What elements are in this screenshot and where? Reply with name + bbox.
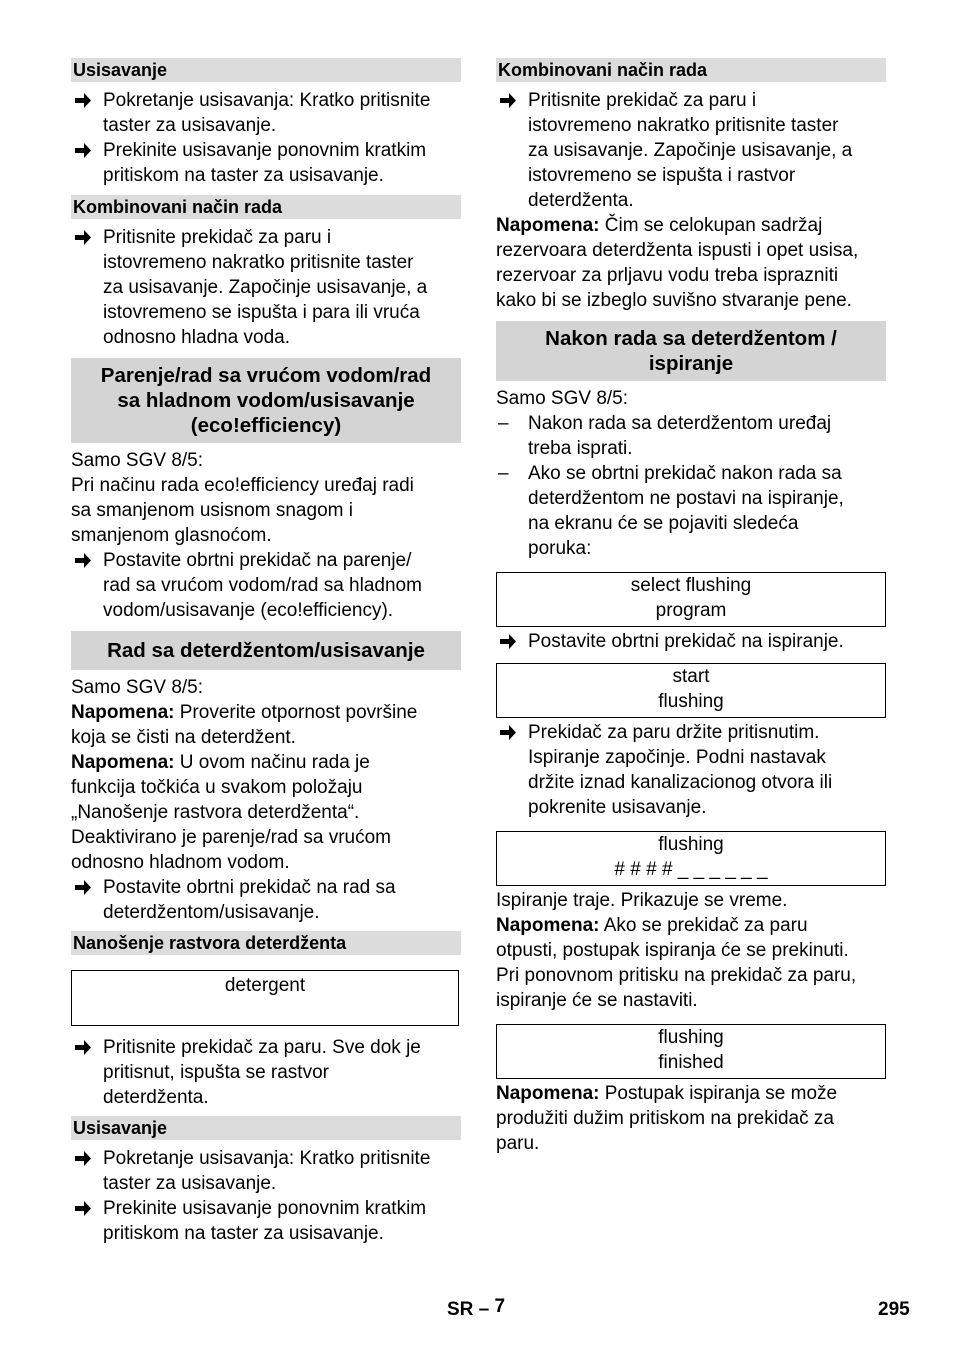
separator: –: [473, 1299, 495, 1320]
note: [496, 913, 886, 938]
display-text: detergent: [224, 975, 306, 996]
note-text: rezervoar za prljavu vodu treba isprazniti: [496, 265, 839, 286]
display-text: flushing: [658, 691, 724, 712]
list-item-line: pritisnut, ispušta se rastvor: [103, 1062, 329, 1083]
note-text: ispiranje će se nastaviti.: [496, 990, 698, 1011]
display-text: finished: [658, 1052, 724, 1073]
paragraph: Samo SGV 8/5:: [496, 388, 629, 409]
display-message-box: [496, 831, 886, 886]
display-text: flushing: [658, 834, 724, 855]
list-item-line: držite iznad kanalizacionog otvora ili: [528, 772, 833, 793]
note-label: Napomena:: [496, 915, 600, 936]
section-heading-rad-det: Rad sa deterdžentom/usisavanje: [71, 631, 461, 670]
note-text: otpusti, postupak ispiranja će se prekinuti.: [496, 940, 849, 961]
list-item-line: Ispiranje započinje. Podni nastavak: [528, 747, 826, 768]
note-text: kako bi se izbeglo suvišno stvaranje pene.: [496, 290, 852, 311]
arrow-right-icon: [73, 1196, 93, 1221]
note-text: U ovom načinu rada je: [174, 752, 370, 773]
display-message-box: [496, 1024, 886, 1079]
list-item: [71, 138, 461, 188]
list-item: [71, 1035, 461, 1110]
arrow-right-icon: [498, 629, 518, 654]
note-label: Napomena:: [71, 702, 175, 723]
list-item-line: Pritisnite prekidač za paru. Sve dok je: [103, 1037, 421, 1058]
list-item-line: odnosno hladna voda.: [103, 327, 290, 348]
note-text: funkcija točkića u svakom položaju: [71, 777, 363, 798]
heading-line: (eco!efficiency): [190, 414, 342, 437]
display-text: start: [672, 666, 710, 687]
arrow-right-icon: [73, 225, 93, 250]
list-item-line: pritiskom na taster za usisavanje.: [103, 165, 384, 186]
list-item-line: za usisavanje. Započinje usisavanje, a: [528, 140, 853, 161]
list-item-line: Prekinite usisavanje ponovnim kratkim: [103, 1198, 427, 1219]
display-text: flushing: [658, 1027, 724, 1048]
local-page-number: 7: [494, 1296, 506, 1317]
heading-line: sa hladnom vodom/usisavanje: [117, 389, 415, 412]
arrow-right-icon: [73, 88, 93, 113]
arrow-right-icon: [498, 88, 518, 113]
list-item-line: Pokretanje usisavanja: Kratko pritisnite: [103, 1148, 431, 1169]
section-heading-kombinovani: Kombinovani način rada: [496, 58, 886, 82]
display-message-box: [71, 970, 459, 1026]
note-text: rezervoara deterdženta ispusti i opet usisa,: [496, 240, 859, 261]
dash-bullet: –: [498, 413, 509, 434]
note: [71, 750, 461, 775]
arrow-right-icon: [73, 138, 93, 163]
paragraph: sa smanjenom usisnom snagom i: [71, 500, 353, 521]
note-text: Postupak ispiranja se može: [599, 1083, 838, 1104]
list-item-line: istovremeno se ispušta i para ili vruća: [103, 302, 420, 323]
note-label: Napomena:: [496, 215, 600, 236]
section-heading-nakon: [496, 321, 886, 381]
note: [496, 1081, 886, 1106]
paragraph: Samo SGV 8/5:: [71, 450, 204, 471]
arrow-right-icon: [73, 875, 93, 900]
list-item-line: vodom/usisavanje (eco!efficiency).: [103, 600, 394, 621]
list-item-line: Ako se obrtni prekidač nakon rada sa: [528, 463, 842, 484]
right-column: [496, 58, 886, 1156]
list-item-line: deterdžentom ne postavi na ispiranje,: [528, 488, 844, 509]
list-item-line: taster za usisavanje.: [103, 1173, 277, 1194]
page-footer-section: [447, 1297, 505, 1322]
list-item-line: pokrenite usisavanje.: [528, 797, 707, 818]
arrow-right-icon: [73, 1146, 93, 1171]
list-item: [71, 1146, 461, 1196]
list-item-line: Pritisnite prekidač za paru i: [103, 227, 332, 248]
dash-item: [496, 411, 886, 461]
list-item-line: poruka:: [528, 538, 592, 559]
note: [496, 213, 886, 238]
list-item: [496, 629, 886, 654]
display-text: program: [655, 600, 727, 621]
note-text: Pri ponovnom pritisku na prekidač za paru,: [496, 965, 857, 986]
note-text: Proverite otpornost površine: [174, 702, 418, 723]
list-item: [496, 720, 886, 820]
list-item-line: pritiskom na taster za usisavanje.: [103, 1223, 384, 1244]
note-text: produžiti dužim pritiskom na prekidač za: [496, 1108, 834, 1129]
section-heading-parenje: [71, 358, 461, 443]
heading-line: Parenje/rad sa vrućom vodom/rad: [100, 364, 432, 387]
list-item-line: istovremeno nakratko pritisnite taster: [103, 252, 414, 273]
list-item-line: Pokretanje usisavanja: Kratko pritisnite: [103, 90, 431, 111]
dash-bullet: –: [498, 463, 509, 484]
note-text: Čim se celokupan sadržaj: [599, 215, 823, 236]
list-item-line: Postavite obrtni prekidač na rad sa: [103, 877, 396, 898]
note-text: „Nanošenje rastvora deterdženta“.: [71, 802, 360, 823]
list-item: [71, 548, 461, 623]
list-item-line: istovremeno nakratko pritisnite taster: [528, 115, 839, 136]
paragraph: smanjenom glasnoćom.: [71, 525, 272, 546]
list-item-line: za usisavanje. Započinje usisavanje, a: [103, 277, 428, 298]
note: [71, 700, 461, 725]
list-item-line: deterdženta.: [528, 190, 634, 211]
section-heading-kombinovani: Kombinovani način rada: [71, 195, 461, 219]
dash-item: [496, 461, 886, 561]
paragraph: Pri načinu rada eco!efficiency uređaj radi: [71, 475, 414, 496]
arrow-right-icon: [498, 720, 518, 745]
list-item-line: deterdženta.: [103, 1087, 209, 1108]
list-item-line: rad sa vrućom vodom/rad sa hladnom: [103, 575, 422, 596]
note-text: Deaktivirano je parenje/rad sa vrućom: [71, 827, 391, 848]
display-text: select flushing: [630, 575, 752, 596]
list-item: [496, 88, 886, 213]
note-text: koja se čisti na deterdžent.: [71, 727, 296, 748]
arrow-right-icon: [73, 1035, 93, 1060]
note-label: Napomena:: [496, 1083, 600, 1104]
list-item: [71, 875, 461, 925]
list-item-line: Nakon rada sa deterdžentom uređaj: [528, 413, 832, 434]
section-heading-usisavanje: Usisavanje: [71, 1116, 461, 1140]
list-item-line: Postavite obrtni prekidač na ispiranje.: [528, 631, 844, 652]
list-item-line: na ekranu će se pojaviti sledeća: [528, 513, 799, 534]
list-item-line: Prekidač za paru držite pritisnutim.: [528, 722, 820, 743]
heading-line: Nakon rada sa deterdžentom /: [545, 327, 837, 350]
display-text: # # # # _ _ _ _ _ _: [614, 859, 768, 880]
note-text: odnosno hladnom vodom.: [71, 852, 290, 873]
section-heading-usisavanje: Usisavanje: [71, 58, 461, 82]
list-item-line: treba isprati.: [528, 438, 633, 459]
list-item-line: taster za usisavanje.: [103, 115, 277, 136]
list-item: [71, 88, 461, 138]
list-item-line: Postavite obrtni prekidač na parenje/: [103, 550, 412, 571]
display-message-box: [496, 663, 886, 718]
list-item: [71, 1196, 461, 1246]
language-code: SR: [447, 1299, 474, 1320]
paragraph: Ispiranje traje. Prikazuje se vreme.: [496, 890, 788, 911]
display-message-box: [496, 572, 886, 627]
page-number: 295: [878, 1299, 910, 1320]
heading-line: ispiranje: [648, 352, 734, 375]
list-item-line: Prekinite usisavanje ponovnim kratkim: [103, 140, 427, 161]
note-text: Ako se prekidač za paru: [599, 915, 808, 936]
arrow-right-icon: [73, 548, 93, 573]
note-text: paru.: [496, 1133, 540, 1154]
list-item-line: Pritisnite prekidač za paru i: [528, 90, 757, 111]
list-item-line: deterdžentom/usisavanje.: [103, 902, 320, 923]
note-label: Napomena:: [71, 752, 175, 773]
list-item: [71, 225, 461, 350]
list-item-line: istovremeno se ispušta i rastvor: [528, 165, 796, 186]
section-heading-nanosenje: Nanošenje rastvora deterdženta: [71, 931, 461, 955]
left-column: [71, 58, 461, 1246]
paragraph: Samo SGV 8/5:: [71, 677, 204, 698]
